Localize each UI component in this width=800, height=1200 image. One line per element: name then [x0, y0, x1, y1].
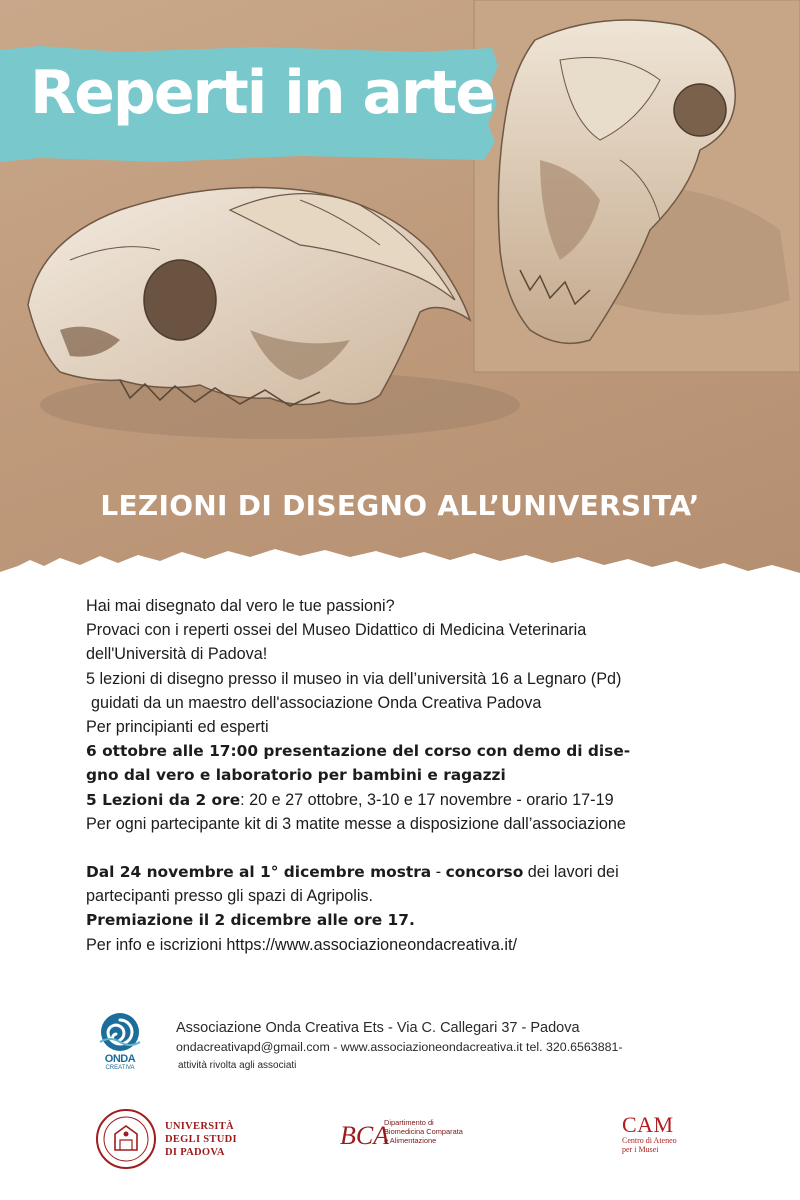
exhibit-sep: -	[431, 863, 446, 882]
cam-line: Centro di Ateneo	[622, 1136, 677, 1145]
kit-line: Per ogni partecipante kit di 3 matite messe a disposizione dall’associazione	[86, 814, 626, 833]
event-description	[86, 594, 776, 957]
award-line: Premiazione il 2 dicembre alle ore 17.	[86, 911, 415, 930]
intro-line: dell'Università di Padova!	[86, 645, 268, 664]
lessons-dates: : 20 e 27 ottobre, 3-10 e 17 novembre - orario 17-19	[240, 790, 614, 809]
bca-line: Biomedicina Comparata	[384, 1127, 463, 1136]
skull-left	[28, 188, 470, 407]
logo-sub: CREATIVA	[105, 1065, 135, 1071]
intro-line: Per principianti ed esperti	[86, 718, 269, 737]
intro-line: 5 lezioni di disegno presso il museo in via dell’università 16 a Legnaro (Pd)	[86, 669, 622, 688]
spacer	[86, 836, 776, 860]
association-note: attività rivolta agli associati	[178, 1060, 297, 1071]
presentation-line: 6 ottobre alle 17:00 presentazione del corso con demo di dise-	[86, 742, 631, 761]
exhibit-contest: concorso	[445, 863, 524, 882]
unipd-line: UNIVERSITÀ	[165, 1121, 234, 1132]
unipd-name	[165, 1120, 237, 1159]
onda-creativa-logo	[94, 1012, 146, 1074]
intro-line: guidati da un maestro dell'associazione Onda Creativa Padova	[91, 693, 542, 712]
bca-logo	[338, 1116, 508, 1156]
presentation-line: gno dal vero e laboratorio per bambini e ragazzi	[86, 766, 506, 785]
torn-paper-edge	[0, 549, 800, 600]
poster-title: Reperti in arte	[30, 58, 494, 128]
exhibit-dates: Dal 24 novembre al 1° dicembre mostra	[86, 863, 432, 882]
association-address: Associazione Onda Creativa Ets - Via C. Callegari 37 - Padova	[176, 1020, 580, 1036]
exhibit-text: dei lavori dei	[523, 863, 619, 882]
unipd-line: DEGLI STUDI	[165, 1134, 237, 1145]
eye-socket-left	[144, 260, 216, 340]
exhibit-line-2: partecipanti presso gli spazi di Agripolis.	[86, 887, 374, 906]
bca-line: e Alimentazione	[384, 1136, 437, 1145]
eye-socket-right	[674, 84, 726, 136]
unipd-logo	[95, 1108, 255, 1170]
exhibit-line	[86, 860, 776, 884]
svg-text:BCA: BCA	[340, 1121, 390, 1150]
cam-name	[622, 1136, 722, 1154]
info-line: Per info e iscrizioni https://www.associazioneondacreativa.it/	[86, 935, 517, 954]
university-seal-icon	[95, 1108, 157, 1170]
logo-name: ONDA	[104, 1053, 136, 1065]
cam-logo	[622, 1114, 722, 1164]
association-contacts: ondacreativapd@gmail.com - www.associazioneondacreativa.it tel. 320.6563881-	[176, 1040, 623, 1054]
cam-mark: CAM	[622, 1112, 674, 1137]
poster-subtitle: LEZIONI DI DISEGNO ALL’UNIVERSITA’	[100, 489, 700, 522]
bca-mark-icon	[338, 1116, 390, 1152]
cam-line: per i Musei	[622, 1145, 659, 1154]
wave-spiral-icon	[94, 1012, 146, 1054]
bca-line: Dipartimento di	[384, 1118, 434, 1127]
lessons-line	[86, 788, 776, 812]
association-info	[176, 1018, 623, 1075]
bca-name	[384, 1118, 463, 1145]
lessons-label: 5 Lezioni da 2 ore	[86, 790, 241, 809]
unipd-line: DI PADOVA	[165, 1147, 225, 1158]
intro-line: Provaci con i reperti ossei del Museo Didattico di Medicina Veterinaria	[86, 621, 587, 640]
intro-line: Hai mai disegnato dal vero le tue passioni?	[86, 597, 395, 615]
